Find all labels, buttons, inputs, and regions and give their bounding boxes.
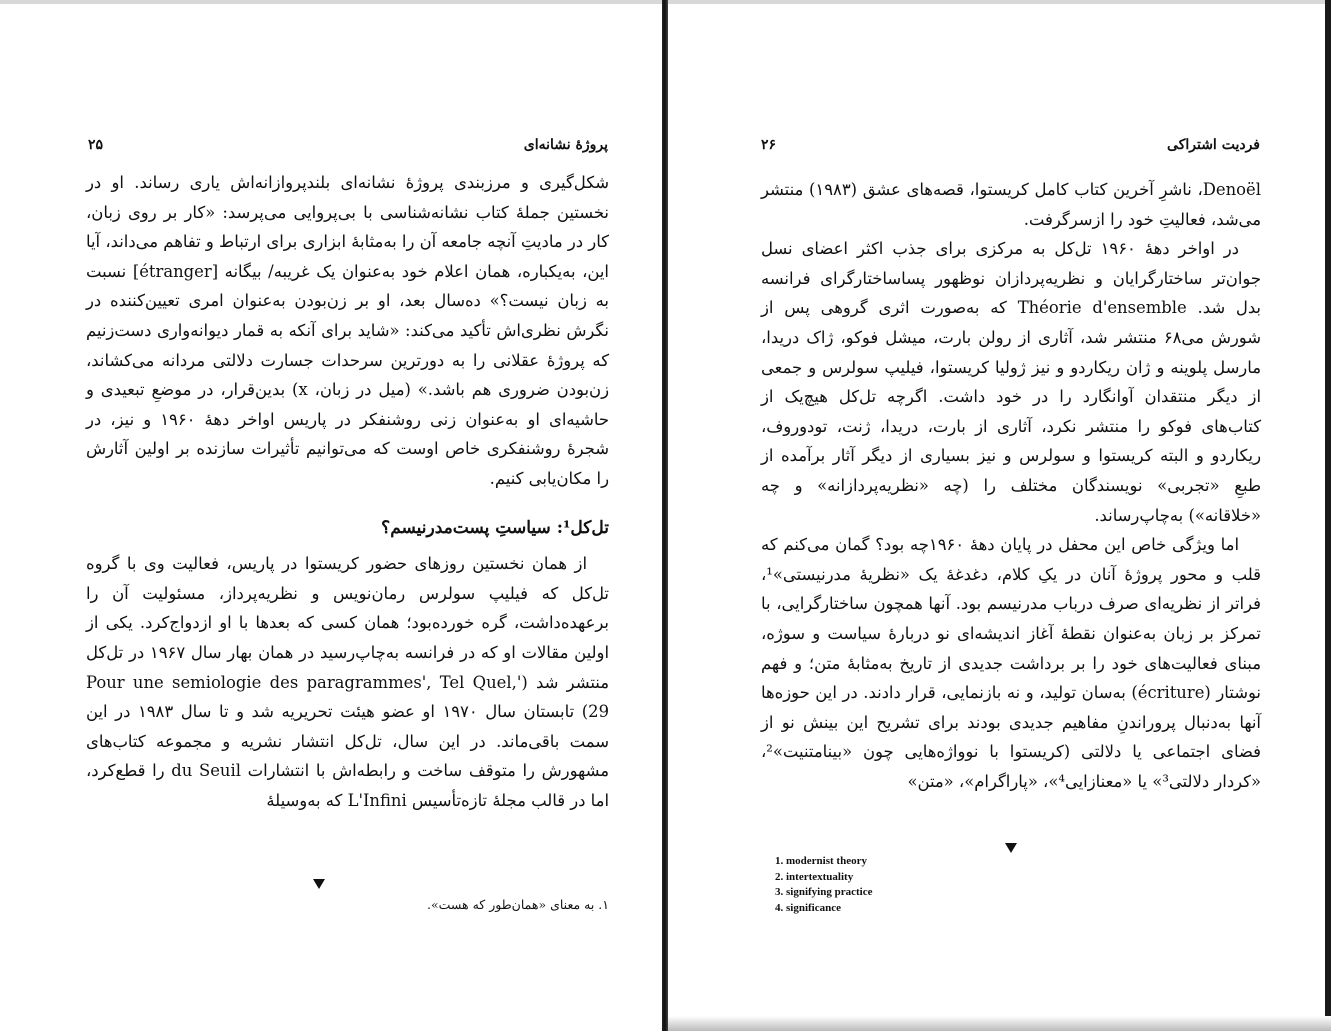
left-page-header [88, 133, 608, 157]
running-head: پروژهٔ نشانه‌ای [523, 137, 608, 153]
footnote: ۱. به معنای «همان‌طور که هست». [426, 897, 609, 912]
left-page [0, 0, 662, 1031]
footnotes [775, 854, 1075, 916]
paragraph: اما ویژگی خاص این محفل در پایان دههٔ ۱۹۶۰چه بود؟ گمان می‌کنم که قلب و محور پروژهٔ آنان در یکِ کلام، دغدغهٔ یک «نظریهٔ مدرنیستی»¹، فراتر از نظریه‌ای صرف درباب مدرنیسم بود. آنها همچون ساختارگرایی، با تمرکز بر زبان به‌عنوان نقطهٔ آغاز اندیشه‌ای نو دربارهٔ سیاست و سوژه، مبنای فعالیت‌های خود را بر برداشت جدیدی از تاریخ به‌مثابهٔ متن؛ و فهم نوشتار (écriture) به‌سان تولید، و نه بازنمایی، قرار دادند. در این حوزه‌ها آنها به‌دنبال پروراندنِ مفاهیم جدیدی بودند برای تشریح این بینش نو از فضای اجتماعی یا دلالتی (کریستوا با نوواژه‌هایی چون «بینامتنیت»²، «کردار دلالتی³» یا «معنازایی⁴»، «پاراگرام»، «متن» [761, 535, 1261, 791]
continue-triangle-icon [313, 879, 325, 889]
paragraph: شکل‌گیری و مرزبندی پروژهٔ نشانه‌ای بلندپروازانه‌اش یاری رساند. او در نخستین جملهٔ کتاب نشانه‌شناسی با بی‌پروایی می‌پرسد: «کار بر روی زبان، کار در مادیتِ آنچه جامعه آن را به‌مثابهٔ ابزاری برای ارتباط و تفاهم می‌داند، آیا این، به‌یکباره، همان اعلام خود به‌عنوان یک غریبه/ بیگانه [étranger] نسبت به زبان نیست؟» ده‌سال بعد، او بر زن‌بودن به‌عنوان امری تعیین‌کننده در نگرش نظری‌اش تأکید می‌کند: «شاید برای آنکه به قمار دیوانه‌واری دست‌زنیم که پروژهٔ عقلانی را به دورترین سرحدات جسارت دلالتی مردانه می‌کشاند، زن‌بودن ضروری هم باشد.» (میل در زبان، x) بدین‌قرار، در موضعِ تبعیدی و حاشیه‌ای او به‌عنوان زنی روشنفکر در پاریس اواخر دههٔ ۱۹۶۰ و نیز، در شجرهٔ روشنفکری خاص اوست که می‌توانیم تأثیرات سازنده بر اولین آثارش را مکان‌یابی کنیم. [86, 173, 609, 488]
scan-shadow [668, 1016, 1331, 1031]
footnote: 1. modernist theory [775, 855, 867, 867]
paragraph: در اواخر دههٔ ۱۹۶۰ تل‌کل به مرکزی برای جذب اکثر اعضای نسل جوان‌تر ساختارگرایان و نظریه‌پردازان نوظهور پساساختارگرای فرانسه بدل شد. Théorie d'ensemble که به‌صورت اثری گروهی پس از شورش می‌۶۸ منتشر شد، آثاری از رولن بارت، میشل فوکو، ژاک دریدا، مارسل پلوینه و ژان ریکاردو و نیز ژولیا کریستوا، فیلیپ سولرس و جمعی از دیگر منتقدان آوانگارد را در خود داشت. اگرچه تل‌کل هیچ‌یک از کتاب‌های فوکو را منتشر نکرد، آثاری از بارت، دریدا، ژنت، تودوروف، ریکاردو و البته کریستوا و سولرس و نیز بسیاری از دیگر آثار برآمده از طبعِ «تجربی» نویسندگان مختلف را (چه «نظریه‌پردازانه» و چه «خلاقانه») به‌چاپ‌رساند. [761, 239, 1261, 525]
footnote: 4. significance [775, 901, 841, 914]
footnote: 3. signifying practice [775, 886, 873, 899]
running-head: فردیت اشتراکی [1167, 137, 1260, 153]
page-number: ۲۵ [88, 137, 104, 153]
page-edge [1325, 0, 1331, 1031]
right-page-header [761, 133, 1260, 157]
right-page [668, 0, 1325, 1031]
continue-triangle-icon [1005, 843, 1017, 853]
footnote: 2. intertextuality [775, 870, 854, 883]
paragraph: Denoël، ناشرِ آخرین کتاب کامل کریستوا، قصه‌های عشق (۱۹۸۳) منتشر می‌شد، فعالیتِ خود را ازسرگرفت. [761, 180, 1261, 229]
section-heading: تل‌کل¹: سیاستِ پست‌مدرنیسم؟ [381, 517, 609, 538]
page-number: ۲۶ [761, 137, 777, 153]
right-page-body [761, 175, 1261, 796]
paragraph: از همان نخستین روزهای حضور کریستوا در پاریس، فعالیت وی با گروه تل‌کل که فیلیپ سولرس رمان‌نویس و نظریه‌پرداز، مسئولیت آن را برعهده‌داشت، گره خورده‌بود؛ همان کسی که بعدها با او ازدواج‌کرد. یکی از اولین مقالات او که در فرانسه به‌چاپ‌رسید در همان بهار سال ۱۹۶۷ در تل‌کل منتشر شد ('Pour une semiologie des paragrammes', Tel Quel, 29) تابستان سال ۱۹۷۰ او عضو هیئت تحریریه شد و تا سال ۱۹۸۳ در این سمت باقی‌ماند. در این سال، تل‌کل انتشار نشریه و مجموعه کتاب‌های مشهورش را متوقف ساخت و رابطه‌اش با انتشارات du Seuil را قطع‌کرد، اما در قالب مجلهٔ تازه‌تأسیس L'Infini که به‌وسیلهٔ [86, 554, 609, 810]
left-page-body [86, 168, 609, 815]
